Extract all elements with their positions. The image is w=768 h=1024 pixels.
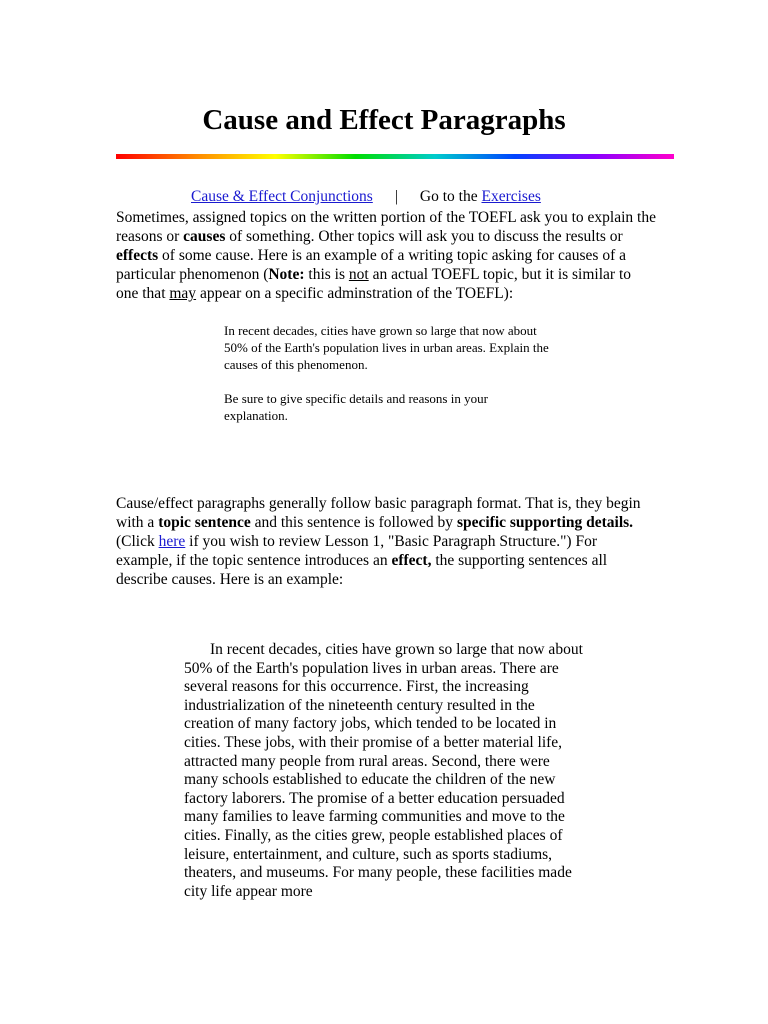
may-underlined: may [169,285,197,302]
causes-bold: causes [183,228,226,245]
intro-text: this is [304,266,349,283]
effects-bold: effects [116,247,159,264]
format-text: if you wish to review Lesson 1, "Basic Paragraph Structure.") For example, if the topic sentence introduces an [116,533,597,569]
intro-text: appear on a specific adminstration of the TOEFL): [196,285,514,302]
prompt-text: In recent decades, cities have grown so large that now about 50% of the Earth's population lives in urban areas. Explain the causes of this phenomenon. [224,323,549,372]
page-title: Cause and Effect Paragraphs [202,104,566,136]
conjunctions-link[interactable]: Cause & Effect Conjunctions [191,188,373,205]
intro-text: an actual TOEFL topic, but it is similar to one that [116,266,632,302]
prompt-instruction: Be sure to give specific details and reasons in your explanation. [224,391,488,423]
note-bold: Note: [268,266,305,283]
goto-text: Go to the [419,188,478,205]
format-text: the supporting sentences all describe causes. Here is an example: [116,552,608,588]
format-text: (Click [116,533,159,550]
format-paragraph [116,494,656,589]
effect-bold: effect, [391,552,432,569]
topic-sentence-bold: topic sentence [158,514,251,531]
format-text: and this sentence is followed by [250,514,457,531]
nav-separator: | [394,188,398,205]
specific-details-bold: specific supporting details. [456,514,634,531]
not-underlined: not [348,266,369,283]
topic-prompt [224,322,554,424]
intro-text: Sometimes, assigned topics on the written portion of the TOEFL ask you to explain the reasons or [116,209,656,245]
exercises-link[interactable]: Exercises [481,188,541,205]
here-link[interactable]: here [158,533,186,550]
intro-text: of something. Other topics will ask you to discuss the results or [225,228,623,245]
rainbow-divider [116,154,674,159]
nav-links [191,188,541,206]
intro-text: of some cause. Here is an example of a writing topic asking for causes of a particular phenomenon ( [116,247,627,283]
intro-paragraph [116,208,656,303]
format-text: Cause/effect paragraphs generally follow basic paragraph format. That is, they begin with a [116,495,641,531]
example-paragraph: In recent decades, cities have grown so large that now about 50% of the Earth's population lives in urban areas. There are several reasons for this occurrence. First, the increasing industrialization of the nineteenth century resulted in the creation of many factory jobs, which tended to be located in cities. These jobs, with their promise of a better material life, attracted many people from rural areas. Second, there were many schools established to educate the children of the new factory laborers. The promise of a better education persuaded many families to leave farming communities and move to the cities. Finally, as the cities grew, people established places of leisure, entertainment, and culture, such as sports stadiums, theaters, and museums. For many people, these facilities made city life appear more [184,641,583,900]
